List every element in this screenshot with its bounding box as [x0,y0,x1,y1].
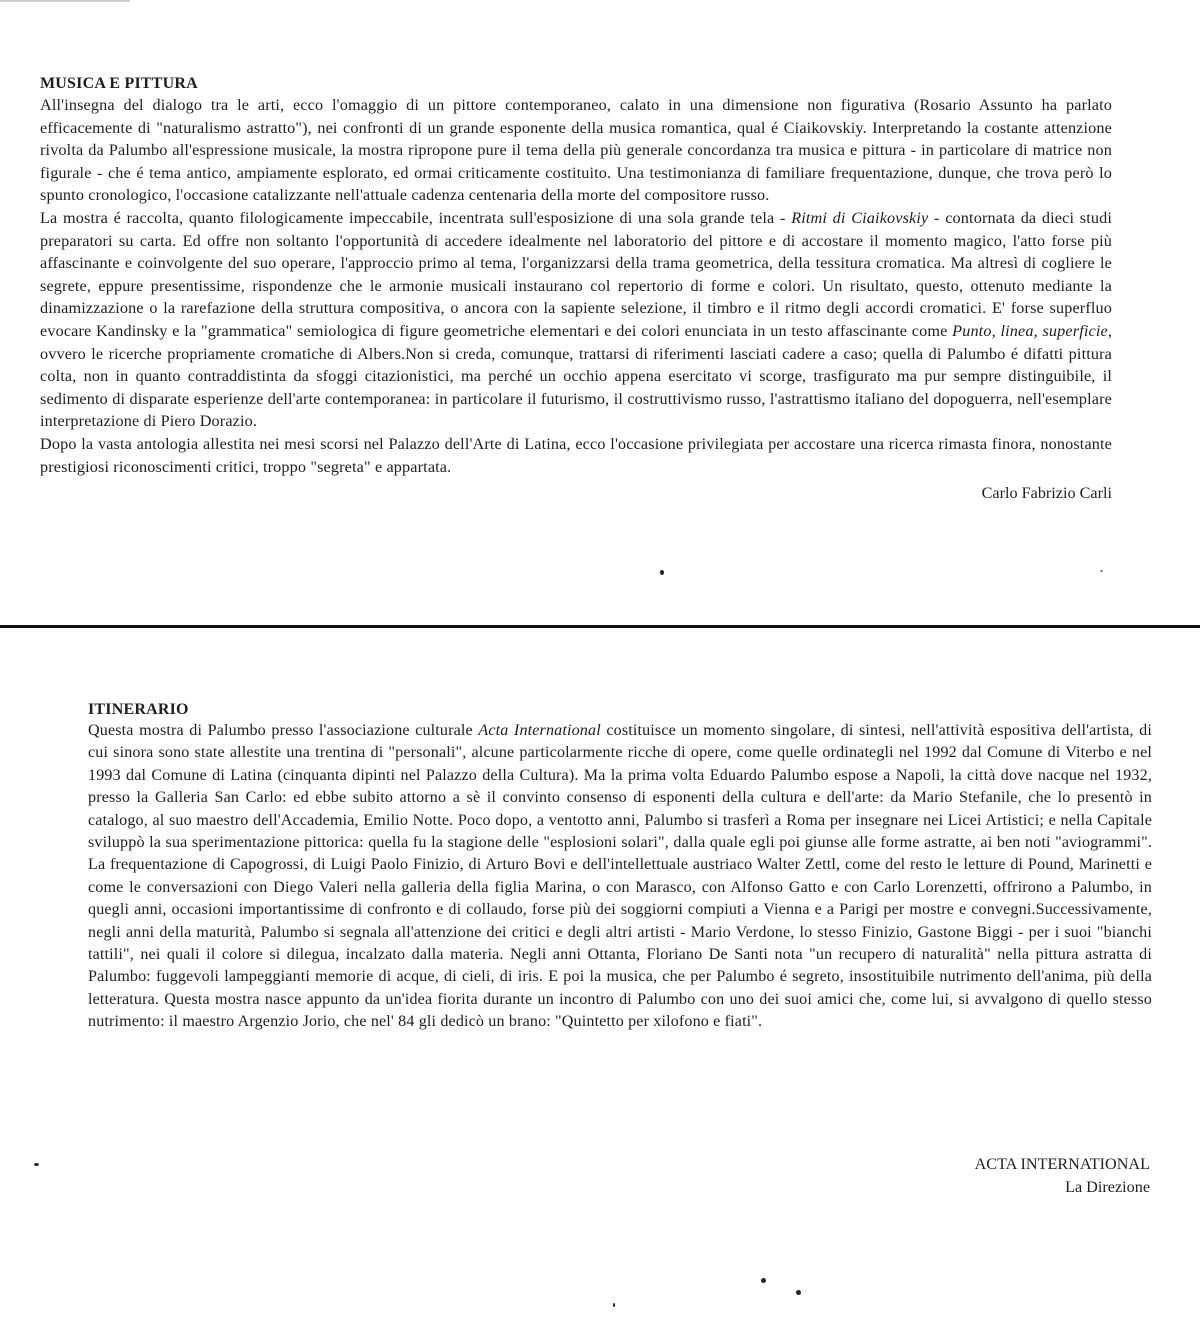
paragraph-itinerario [88,720,1152,1034]
paragraph-text: La mostra é raccolta, quanto filologicamente impeccabile, incentrata sull'esposizione di una sola grande tela - [40,208,792,227]
organization-name: Acta International [478,722,601,739]
paragraph-text: Questa mostra di Palumbo presso l'associazione culturale [88,722,479,739]
scan-speck [613,1303,615,1307]
paragraph-intro: All'insegna del dialogo tra le arti, ecco l'omaggio di un pittore contemporaneo, calato in una dimensione non figurativa (Rosario Assunto ha parlato efficacemente di "naturalismo astratto"), nei confronti di un grande esponente della musica romantica, qual é Ciaikovskiy. Interpretando la costante attenzione rivolta da Palumbo all'espressione musicale, la mostra ripropone pure il tema della più generale concordanza tra musica e pittura - in particolare di matrice non figurale - che é tema antico, ampiamente esplorato, ed ormai criticamente costituito. Una testimonianza di familiare frequentazione, dunque, che trova però lo spunto cronologico, l'occasione catalizzante nell'attuale cadenza centenaria della morte del compositore russo. [40,96,1112,205]
artwork-title: Ritmi di Ciaikovskiy [791,208,929,227]
paragraph-text: , ovvero le ricerche propriamente cromatiche di Albers.Non si creda, comunque, trattarsi di riferimenti lasciati cadere a caso; quella di Palumbo é difatti pittura colta, non in quanto contraddistinta da sfoggi citazionistici, ma perché un occhio appena esercitato vi scorge, trasfigurato ma pur sempre distinguibile, il sedimento di disparate esperienze dell'arte contemporanea: in particolare il futurismo, il costruttivismo russo, l'astrattismo italiano del dopoguerra, nell'esemplare interpretazione di Piero Dorazio. [40,321,1113,431]
scan-speck [1100,570,1103,572]
paragraph-mostra [40,207,1112,433]
scan-speck [34,1163,39,1166]
signature-direction: La Direzione [1065,1178,1150,1196]
section-musica-e-pittura [40,74,1112,504]
paragraph-text: costituisce un momento singolare, di sintesi, nell'attività espositiva dell'artista, di cui sinora sono state allestite una trentina di "personali", alcune particolarmente ricche di opere, come quelle ordinategli nel 1992 dal Comune di Viterbo e nel 1993 dal Comune di Latina (cinquanta dipinti nel Palazzo della Cultura). Ma la prima volta Eduardo Palumbo espose a Napoli, la città dove nacque nel 1932, presso la Galleria San Carlo: ed ebbe subito attorno a sè il convinto consenso di esponenti della cultura e dell'arte: da Mario Stefanile, che lo presentò in catalogo, al suo maestro dell'Accademia, Emilio Notte. Poco dopo, a ventotto anni, Palumbo si trasferì a Roma per insegnare nei Licei Artistici; e nella Capitale sviluppò la sua sperimentazione pittorica: quella fu la stagione delle "esplosioni solari", dalla quale egli poi giunse alle forme astratte, ai ben noti "aviogrammi". La frequentazione di Capogrossi, di Luigi Paolo Finizio, di Arturo Bovi e dell'intellettuale austriaco Walter Zettl, come del resto le letture di Pound, Marinetti e come le conversazioni con Diego Valeri nella galleria della figlia Marina, o con Marasco, con Alfonso Gatto e con Carlo Lorenzetti, offrirono a Palumbo, in quegli anni, occasioni importantissime di confronto e di collaudo, forse più dei soggiorni compiuti a Vienna e a Parigi per mostre e convegni.Successivamente, negli anni della maturità, Palumbo si segnala all'attenzione dei critici e degli altri artisti - Mario Verdone, lo stesso Finizio, Gastone Biggi - per i suoi "bianchi tattili", nei quali il colore si dilegua, incalzato dalla materia. Negli anni Ottanta, Floriano De Santi nota "un recupero di naturalità" nella pittura astratta di Palumbo: fuggevoli lampeggianti memorie di acque, di cieli, di iris. E poi la musica, che per Palumbo é segreto, insostituibile nutrimento dell'anima, più della letteratura. Questa mostra nasce appunto da un'idea fiorita durante un incontro di Palumbo con uno dei suoi amici che, come lui, si avvalgono di quello stesso nutrimento: il maestro Argenzio Jorio, che nel' 84 gli dedicò un brano: "Quintetto per xilofono e fiati". [88,722,1152,1031]
scan-edge-mark [0,0,130,2]
book-title: Punto, linea, superficie [952,321,1108,340]
paragraph-text: - contornata da dieci studi preparatori su carta. Ed offre non soltanto l'opportunità di accedere idealmente nel laboratorio del pittore e di accostare il momento magico, l'atto forse più affascinante e coinvolgente del suo operare, l'approccio primo al tema, l'organizzarsi della trama geometrica, della tessitura cromatica. Ma altresì di cogliere le segrete, eppure presentissime, rispondenze che le armonie musicali instaurano col repertorio di forme e colori. Un risultato, questo, ottenuto mediante la dinamizzazione o la rarefazione della struttura compositiva, o ancora con la sapiente selezione, il timbro e il ritmo degli accordi cromatici. E' forse superfluo evocare Kandinsky e la "grammatica" semiologica di figure geometriche elementari e dei colori enunciata in un testo affascinante come [40,208,1113,340]
section-itinerario [88,700,1152,1034]
organization-signature [975,1153,1150,1199]
paragraph-conclusion: Dopo la vasta antologia allestita nei mesi scorsi nel Palazzo dell'Arte di Latina, ecco l'occasione privilegiata per accostare una ricerca rimasta finora, nonostante prestigiosi riconoscimenti critici, troppo "segreta" e appartata. [40,434,1112,476]
section-divider [0,625,1200,628]
signature-organization: ACTA INTERNATIONAL [974,1155,1150,1173]
section-heading: MUSICA E PITTURA [40,75,198,92]
scan-speck [761,1278,766,1283]
author-signature: Carlo Fabrizio Carli [981,484,1112,503]
section-heading: ITINERARIO [88,701,189,718]
scan-speck [796,1290,801,1295]
scan-speck [660,570,664,575]
